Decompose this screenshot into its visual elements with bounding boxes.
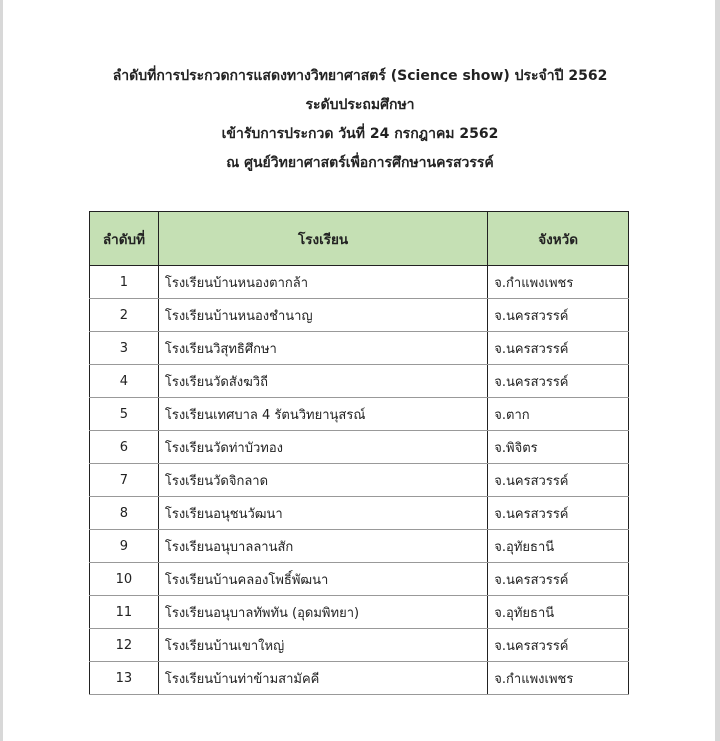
school-cell: โรงเรียนวัดสังฆวิถี xyxy=(158,365,487,398)
rank-cell: 7 xyxy=(90,464,159,497)
province-cell: จ.นครสวรรค์ xyxy=(488,332,629,365)
table-row xyxy=(90,629,629,662)
rank-cell: 11 xyxy=(90,596,159,629)
table-row xyxy=(90,530,629,563)
rank-cell: 3 xyxy=(90,332,159,365)
heading-date: เข้ารับการประกวด วันที่ 24 กรกฎาคม 2562 xyxy=(221,126,499,142)
table-row xyxy=(90,365,629,398)
rank-cell: 13 xyxy=(90,662,159,695)
province-cell: จ.กำแพงเพชร xyxy=(488,266,629,299)
rank-cell: 8 xyxy=(90,497,159,530)
school-cell: โรงเรียนบ้านหนองตากล้า xyxy=(158,266,487,299)
table-row xyxy=(90,497,629,530)
province-cell: จ.นครสวรรค์ xyxy=(488,629,629,662)
school-cell: โรงเรียนวัดท่าบัวทอง xyxy=(158,431,487,464)
header-school: โรงเรียน xyxy=(158,212,487,266)
rank-cell: 10 xyxy=(90,563,159,596)
header-province: จังหวัด xyxy=(488,212,629,266)
table-row xyxy=(90,332,629,365)
table-header-row xyxy=(90,212,629,266)
province-cell: จ.นครสวรรค์ xyxy=(488,563,629,596)
province-cell: จ.กำแพงเพชร xyxy=(488,662,629,695)
province-cell: จ.นครสวรรค์ xyxy=(488,497,629,530)
table-row xyxy=(90,266,629,299)
heading-level: ระดับประถมศึกษา xyxy=(305,97,415,113)
school-cell: โรงเรียนวัดจิกลาด xyxy=(158,464,487,497)
document-heading xyxy=(0,62,720,178)
school-cell: โรงเรียนอนุชนวัฒนา xyxy=(158,497,487,530)
table-row xyxy=(90,398,629,431)
rank-cell: 5 xyxy=(90,398,159,431)
province-cell: จ.อุทัยธานี xyxy=(488,596,629,629)
school-cell: โรงเรียนอนุบาลลานสัก xyxy=(158,530,487,563)
heading-title: ลำดับที่การประกวดการแสดงทางวิทยาศาสตร์ (Science show) ประจำปี 2562 xyxy=(112,68,608,84)
rank-cell: 2 xyxy=(90,299,159,332)
school-cell: โรงเรียนวิสุทธิศึกษา xyxy=(158,332,487,365)
school-cell: โรงเรียนบ้านหนองชำนาญ xyxy=(158,299,487,332)
rank-cell: 1 xyxy=(90,266,159,299)
rank-cell: 12 xyxy=(90,629,159,662)
table-row xyxy=(90,431,629,464)
school-cell: โรงเรียนเทศบาล 4 รัตนวิทยานุสรณ์ xyxy=(158,398,487,431)
table-row xyxy=(90,563,629,596)
heading-venue: ณ ศูนย์วิทยาศาสตร์เพื่อการศึกษานครสวรรค์ xyxy=(226,155,494,171)
rank-cell: 9 xyxy=(90,530,159,563)
province-cell: จ.ตาก xyxy=(488,398,629,431)
province-cell: จ.นครสวรรค์ xyxy=(488,365,629,398)
province-cell: จ.นครสวรรค์ xyxy=(488,464,629,497)
table-row xyxy=(90,596,629,629)
school-cell: โรงเรียนบ้านเขาใหญ่ xyxy=(158,629,487,662)
table-row xyxy=(90,299,629,332)
province-cell: จ.อุทัยธานี xyxy=(488,530,629,563)
school-cell: โรงเรียนบ้านท่าข้ามสามัคคี xyxy=(158,662,487,695)
province-cell: จ.พิจิตร xyxy=(488,431,629,464)
results-table xyxy=(89,211,629,695)
table-row xyxy=(90,464,629,497)
province-cell: จ.นครสวรรค์ xyxy=(488,299,629,332)
rank-cell: 6 xyxy=(90,431,159,464)
school-cell: โรงเรียนอนุบาลทัพทัน (อุดมพิทยา) xyxy=(158,596,487,629)
rank-cell: 4 xyxy=(90,365,159,398)
table-row xyxy=(90,662,629,695)
school-cell: โรงเรียนบ้านคลองโพธิ์พัฒนา xyxy=(158,563,487,596)
header-rank: ลำดับที่ xyxy=(90,212,159,266)
